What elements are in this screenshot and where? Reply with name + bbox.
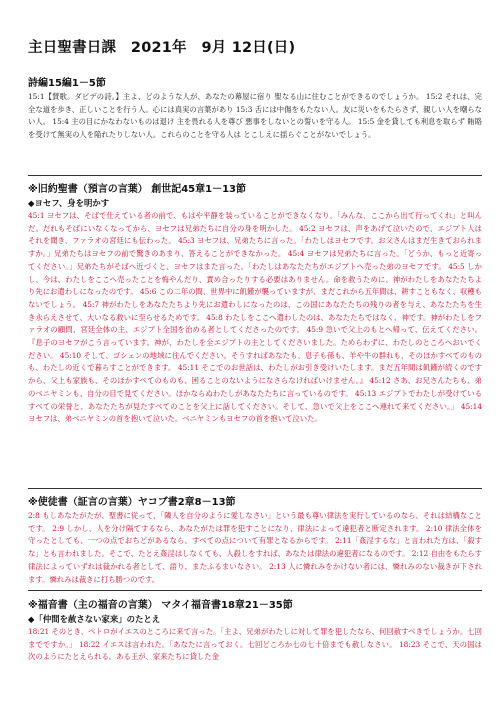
psalm-section <box>28 74 482 142</box>
gospel-subtitle: ◆「仲間を赦さない家来」のたとえ <box>28 614 161 624</box>
divider <box>28 175 482 176</box>
divider <box>28 488 482 489</box>
psalm-text: 15:1【賛歌。ダビデの詩。】主よ、どのような人が、あなたの幕屋に宿り 聖なる山に住むことができるのでしょうか。 15:2 それは、完全な道を歩き、正しいことを行う人。心には真実の言葉があり 15:3 舌には中傷をもたない人。友に災いをもたらさず、親しい人を嘲らない人。 15:4 主の目にかなわないものは退け 主を畏れる人を尊び 悪事をしないとの誓いを守る人。 15:5 金を貸しても利息を取らず 賄賂を受けて無実の人を陥れたりしない人。これらのことを守る人は とこしえに揺らぐことがないでしょう。 <box>28 92 482 140</box>
gospel-heading: ※福音書（主の福音の言葉） マタイ福音書18章21－35節 <box>28 600 293 611</box>
old-testament-heading: ※旧約聖書（預言の言葉） 創世記45章1－13節 <box>28 184 246 195</box>
gospel-section <box>28 596 482 664</box>
gospel-text: 18:21 そのとき、ペトロがイエスのところに来て言った。「主よ、兄弟がわたしに対して罪を犯したなら、何回赦すべきでしょうか。七回までですか。」 18:22 イエスは言われた。「あなたに言っておく。七回どころか七の七十倍までも赦しなさい。 18:23 そこで、天の国は次のようにたとえられる。ある王が、家来たちに貸した金 <box>28 627 482 662</box>
old-testament-text: 45:1 ヨセフは、そばで仕えている者の前で、もはや平静を装っていることができなくなり、「みんな、ここから出て行ってくれ」と叫んだ。だれもそばにいなくなってから、ヨセフは兄弟たちに自分の身を明かした。 45:2 ヨセフは、声をあげて泣いたので、エジプト人はそれを聞き、ファラオの宮廷にも伝わった。 45:3 ヨセフは、兄弟たちに言った。「わたしはヨセフです。お父さんはまだ生きておられますか。」兄弟たちはヨセフの前で驚きのあまり、答えることができなかった。 45:4 ヨセフは兄弟たちに言った。「どうか、もっと近寄ってください。」兄弟たちがそばへ近づくと、ヨセフはまた言った。「わたしはあなたたちがエジプトへ売った弟のヨセフです。 45:5 しかし、今は、わたしをここへ売ったことを悔やんだり、責め合ったりする必要はありません。命を救うために、神がわたしをあなたたちより先にお遣わしになったのです。 45:6 この二年の間、世界中に飢饉が襲っていますが、まだこれから五年間は、耕すこともなく、収穫もないでしょう。 45:7 神がわたしをあなたたちより先にお遣わしになったのは、この国にあなたたちの残りの者を与え、あなたたちを生き永らえさせて、大いなる救いに至らせるためです。 45:8 わたしをここへ遣わしたのは、あなたたちではなく、神です。神がわたしをファラオの顧問、宮廷全体の主、エジプト全国を治める者としてくださったのです。 45:9 急いで父上のもとへ帰って、伝えてください。『息子のヨセフがこう言っています。神が、わたしを全エジプトの主としてくださいました。ためらわずに、わたしのところへおいでください。 45:10 そして、ゴシェンの地域に住んでください。そうすればあなたも、息子も孫も、羊や牛の群れも、そのほかすべてのものも、わたしの近くで暮らすことができます。 45:11 そこでのお世話は、わたしがお引き受けいたします。まだ五年間は飢饉が続くのですから、父上も家族も、そのほかすべてのものも、困ることのないようになさらなければいけません。』 45:12 さあ、お兄さんたちも、弟のベニヤミンも、自分の目で見てください。ほかならぬわたしがあなたたちに言っているのです。 45:13 エジプトでわたしが受けているすべての栄誉と、あなたたちが見たすべてのことを父上に話してください。そして、急いで父上をここへ連れて来てください。」 45:14 ヨセフは、弟ベニヤミンの首を抱いて泣いた。ベニヤミンもヨセフの首を抱いて泣いた。 <box>28 211 482 424</box>
psalm-heading: 詩編15編1－5節 <box>28 78 106 89</box>
old-testament-subtitle: ◆ヨセフ、身を明かす <box>28 198 110 208</box>
old-testament-section <box>28 180 482 426</box>
epistle-heading: ※使徒書（証言の言葉）ヤコブ書2章8－13節 <box>28 497 236 508</box>
epistle-section <box>28 493 482 586</box>
divider <box>28 590 482 591</box>
epistle-text: 2:8 もしあなたがたが、聖書に従って、「隣人を自分のように愛しなさい」という最も尊い律法を実行しているのなら、それは結構なことです。 2:9 しかし、人を分け隔てするなら、あなたがたは罪を犯すことになり、律法によって違犯者と断定されます。 2:10 律法全体を守ったとしても、一つの点でおちどがあるなら、すべての点について有罪となるからです。 2:11「姦淫するな」と言われた方は、「殺すな」とも言われました。そこで、たとえ姦淫はしなくても、人殺しをすれば、あなたは律法の違犯者になるのです。 2:12 自由をもたらす律法によっていずれは裁かれる者として、語り、またふるまいなさい。 2:13 人に憐れみをかけない者には、憐れみのない裁きが下されます。憐れみは裁きに打ち勝つのです。 <box>28 511 482 584</box>
page-title: 主日聖書日課 2021年 9月 12日(日) <box>28 40 296 56</box>
